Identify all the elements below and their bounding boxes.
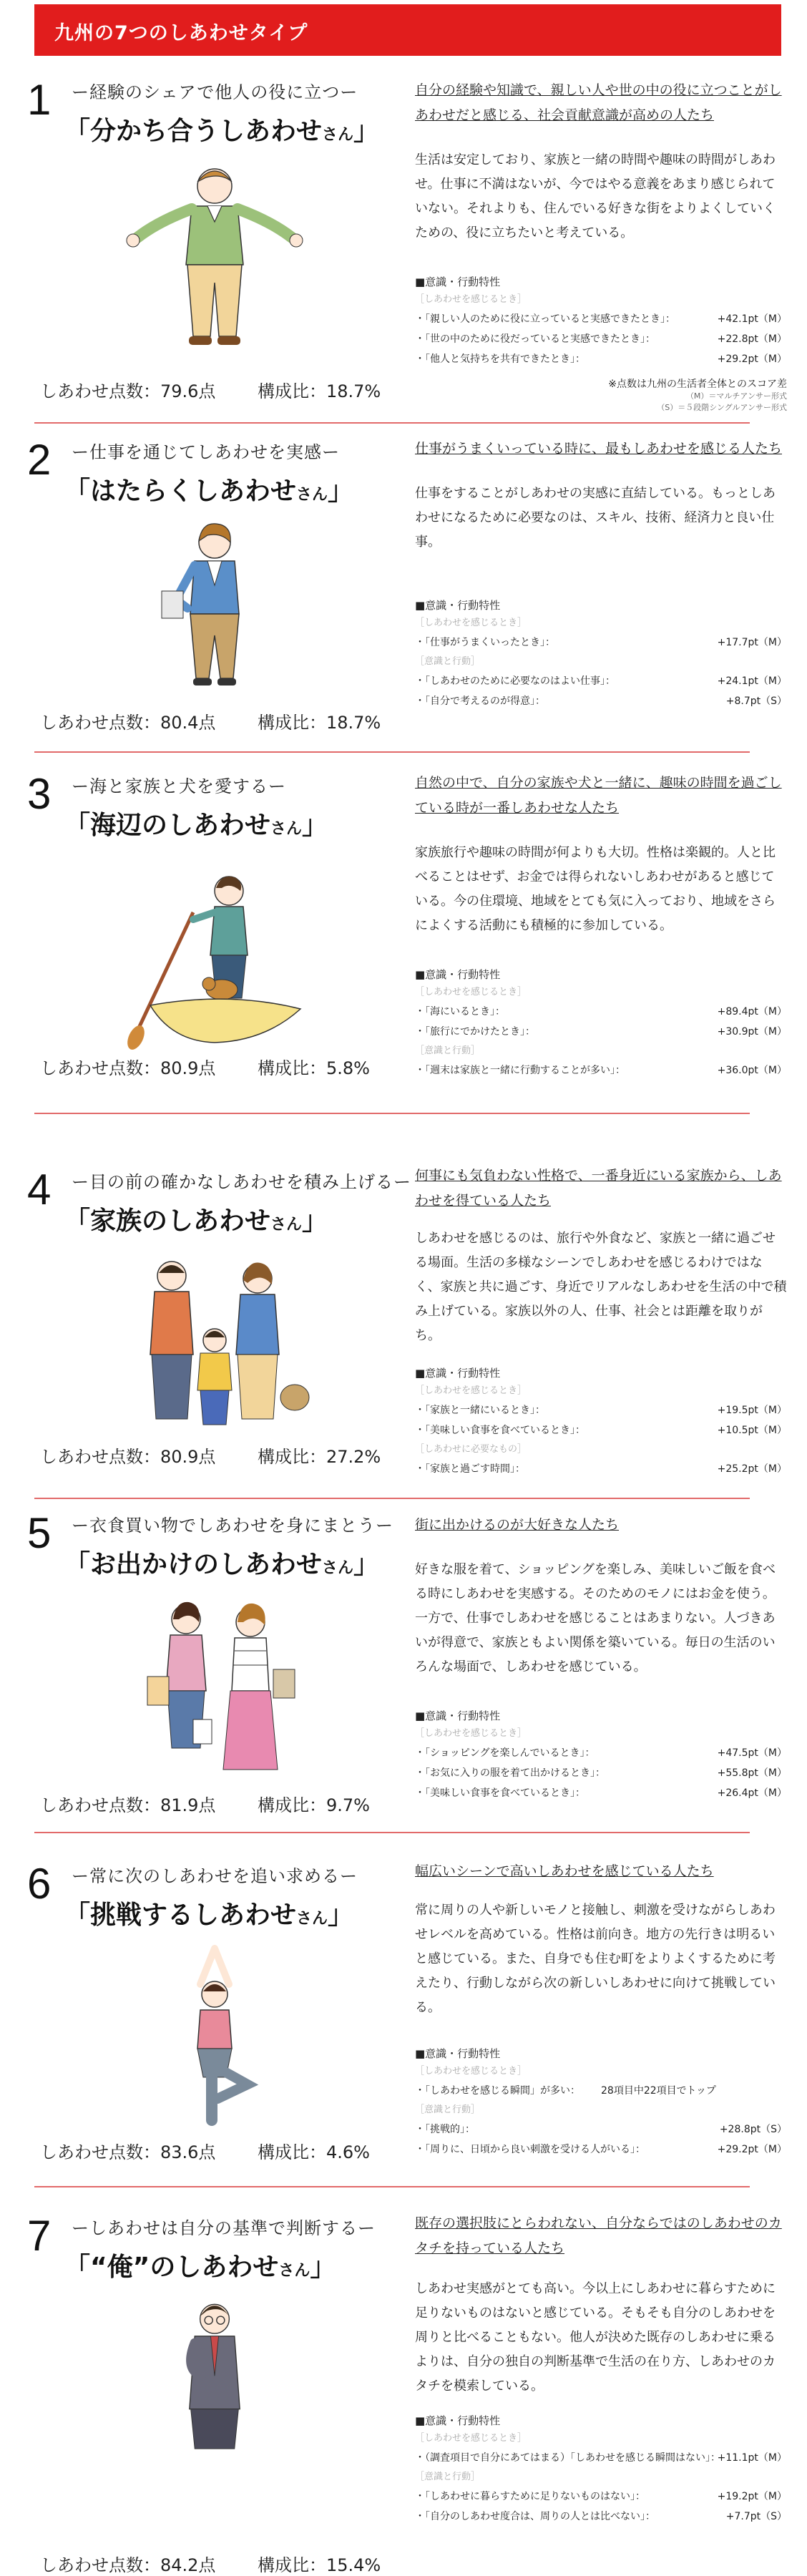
type-number: 1 xyxy=(27,76,52,124)
trait-row: ・「海にいるとき」： +89.4pt（M） xyxy=(415,1006,787,1018)
trait-row: ・「家族と一緒にいるとき」： +19.5pt（M） xyxy=(415,1405,787,1416)
page-title: 九州の7つのしあわせタイプ xyxy=(54,22,308,44)
trait-row: ・「週末は家族と一緒に行動することが多い」： +36.0pt（M） xyxy=(415,1065,787,1076)
type-details xyxy=(415,436,787,711)
trait-row: ・「しあわせを感じる瞬間」が多い： 28項目中22項目でトップ xyxy=(415,2085,716,2097)
type-section-3 xyxy=(0,762,807,1127)
type-title: 「分かち合うしあわせさん」 xyxy=(64,117,380,146)
type-tagline: ー目の前の確かなしあわせを積み上げるー xyxy=(72,1172,411,1192)
type-description: 常に周りの人や新しいモノと接触し、刺激を受けながらしあわせレベルを高めている。性格は前向き。地方の先行きは明るいと感じている。また、自身でも住む町をよりよくするために考えたり、行動しながら次の新しいしあわせに向けて挑戦している。 xyxy=(415,1903,776,2015)
type-section-1 xyxy=(0,68,807,419)
answer-format-note: （M）＝マルチアンサー形式 xyxy=(685,391,787,401)
illustration-man-with-glasses xyxy=(107,2290,322,2469)
trait-row: ・「しあわせのために必要なのはよい仕事」： +24.1pt（M） xyxy=(415,675,787,687)
illustration-shopping-friends xyxy=(107,1591,322,1784)
trait-row: ・「美味しい食事を食べているとき」： +26.4pt（M） xyxy=(415,1787,787,1799)
trait-group-label: ［しあわせを感じるとき］ xyxy=(415,294,527,305)
composition-ratio: 構成比：5.8% xyxy=(258,1058,370,1078)
type-title: 「挑戦するしあわせさん」 xyxy=(64,1901,354,1930)
type-description: 生活は安定しており、家族と一緒の時間や趣味の時間がしあわせ。仕事に不満はないが、今ではやる意義をあまり感じられていない。それよりも、住んでいる好きな街をよりよくしていくための、役に立ちたいと考えている。 xyxy=(415,152,776,240)
trait-group-label: ［しあわせを感じるとき］ xyxy=(415,618,527,628)
illustration-paddleboard-with-dog xyxy=(107,862,322,1055)
type-headline: 自分の経験や知識で、親しい人や世の中の役に立つことがしあわせだと感じる、社会貢献意識が高めの人たち xyxy=(415,82,782,123)
type-number: 4 xyxy=(27,1166,52,1214)
type-title: 「はたらくしあわせさん」 xyxy=(64,477,354,506)
type-description: しあわせを感じるのは、旅行や外食など、家族と一緒に過ごせる場面。生活の多様なシーンでしあわせを感じるわけではなく、家族と共に過ごす、身近でリアルなしあわせを生活の中で積み上げている。家族以外の人、仕事、社会とは距離を取りがち。 xyxy=(415,1231,787,1343)
type-title: 「海辺のしあわせさん」 xyxy=(64,811,328,840)
type-section-2 xyxy=(0,428,807,743)
type-title: 「家族のしあわせさん」 xyxy=(64,1206,328,1236)
type-details xyxy=(415,771,787,1080)
traits-heading: ■意識・行動特性 xyxy=(415,1367,501,1380)
type-section-6 xyxy=(0,1852,807,2188)
type-number: 7 xyxy=(27,2212,52,2260)
trait-group-label: ［しあわせを感じるとき］ xyxy=(415,2066,527,2077)
section-divider xyxy=(34,1832,750,1833)
type-details xyxy=(415,1513,787,1803)
illustration-working-woman xyxy=(107,514,322,707)
trait-group-label: ［しあわせを感じるとき］ xyxy=(415,987,527,997)
type-title: 「“俺”のしあわせさん」 xyxy=(64,2253,336,2282)
type-details xyxy=(415,2211,787,2527)
trait-row: ・「親しい人のために役に立っていると実感できたとき」： +42.1pt（M） xyxy=(415,313,787,325)
type-number: 6 xyxy=(27,1860,52,1908)
trait-row: ・「ショッピングを楽しんでいるとき」： +47.5pt（M） xyxy=(415,1747,787,1759)
type-tagline: ー海と家族と犬を愛するー xyxy=(72,776,286,796)
trait-row: ・「お気に入りの服を着て出かけるとき」： +55.8pt（M） xyxy=(415,1767,787,1779)
traits-heading: ■意識・行動特性 xyxy=(415,2047,501,2060)
trait-group-label: ［しあわせを感じるとき］ xyxy=(415,1385,527,1396)
composition-ratio: 構成比：15.4% xyxy=(258,2555,381,2575)
composition-ratio: 構成比：18.7% xyxy=(258,381,381,401)
trait-row: ・「自分で考えるのが得意」： +8.7pt（S） xyxy=(415,696,787,707)
trait-row: ・「世の中のために役だっていると実感できたとき」： +22.8pt（M） xyxy=(415,333,787,345)
type-section-7 xyxy=(0,2204,807,2575)
happiness-score: しあわせ点数：80.4点 xyxy=(40,713,216,733)
traits-heading: ■意識・行動特性 xyxy=(415,968,501,981)
section-divider xyxy=(34,2186,750,2187)
trait-group-label: ［意識と行動］ xyxy=(415,656,481,667)
type-headline: 仕事がうまくいっている時に、最もしあわせを感じる人たち xyxy=(415,441,783,457)
trait-row: ・「しあわせに暮らすために足りないものはない」： +19.2pt（M） xyxy=(415,2491,787,2502)
composition-ratio: 構成比：4.6% xyxy=(258,2142,370,2162)
type-headline: 自然の中で、自分の家族や犬と一緒に、趣味の時間を過ごしている時が一番しあわせな人たち xyxy=(415,775,782,816)
type-details xyxy=(415,78,787,414)
trait-group-label: ［意識と行動］ xyxy=(415,1045,481,1056)
happiness-score: しあわせ点数：84.2点 xyxy=(40,2555,216,2575)
trait-row: ・「美味しい食事を食べているとき」： +10.5pt（M） xyxy=(415,1425,787,1436)
trait-row: ・「自分のしあわせ度合は、周りの人とは比べない」： +7.7pt（S） xyxy=(415,2511,787,2522)
trait-group-label: ［しあわせを感じるとき］ xyxy=(415,2433,527,2444)
score-note: ※点数は九州の生活者全体とのスコア差 xyxy=(608,379,787,390)
happiness-score: しあわせ点数：79.6点 xyxy=(40,381,216,401)
type-headline: 街に出かけるのが大好きな人たち xyxy=(415,1517,620,1533)
trait-group-label: ［しあわせに必要なもの］ xyxy=(415,1444,527,1455)
trait-row: ・「旅行にでかけたとき」： +30.9pt（M） xyxy=(415,1026,787,1038)
traits-heading: ■意識・行動特性 xyxy=(415,599,501,612)
page-header xyxy=(34,4,781,56)
type-details xyxy=(415,1859,787,2160)
type-title: 「お出かけのしあわせさん」 xyxy=(64,1550,380,1579)
illustration-yoga-pose xyxy=(107,1941,322,2135)
answer-format-note: （S）＝５段階シングルアンサー形式 xyxy=(657,403,787,412)
type-description: 好きな服を着て、ショッピングを楽しみ、美味しいご飯を食べる時にしあわせを実感する。そのためのモノにはお金を使う。一方で、仕事でしあわせを感じることはあまりない。人づきあいが得意で、家族ともよい関係を築いている。毎日の生活のいろんな場面で、しあわせを感じている。 xyxy=(415,1562,776,1674)
illustration-family xyxy=(107,1247,322,1440)
composition-ratio: 構成比：9.7% xyxy=(258,1795,370,1815)
illustration-man-open-arms xyxy=(107,157,322,351)
traits-heading: ■意識・行動特性 xyxy=(415,1709,501,1722)
happiness-score: しあわせ点数：83.6点 xyxy=(40,2142,216,2162)
type-section-5 xyxy=(0,1501,807,1838)
composition-ratio: 構成比：18.7% xyxy=(258,713,381,733)
trait-row: ・「周りに、日頃から良い刺激を受ける人がいる」： +29.2pt（M） xyxy=(415,2144,787,2155)
type-tagline: ーしあわせは自分の基準で判断するー xyxy=(72,2218,376,2238)
type-details xyxy=(415,1163,787,1479)
trait-row: ・「挑戦的」： +28.8pt（S） xyxy=(415,2124,787,2135)
happiness-score: しあわせ点数：80.9点 xyxy=(40,1058,216,1078)
composition-ratio: 構成比：27.2% xyxy=(258,1447,381,1467)
type-tagline: ー経験のシェアで他人の役に立つー xyxy=(72,82,358,102)
type-tagline: ー衣食買い物でしあわせを身にまとうー xyxy=(72,1516,393,1536)
trait-group-label: ［意識と行動］ xyxy=(415,2104,481,2115)
type-section-4 xyxy=(0,1158,807,1501)
trait-row: ・「他人と気持ちを共有できたとき」： +29.2pt（M） xyxy=(415,353,787,365)
section-divider xyxy=(34,422,750,424)
type-tagline: ー常に次のしあわせを追い求めるー xyxy=(72,1866,358,1886)
type-number: 2 xyxy=(27,436,52,484)
type-description: しあわせ実感がとても高い。今以上にしあわせに暮らすために足りないものはないと感じている。そもそも自分のしあわせを周りと比べることもない。他人が決めた既存のしあわせに乗るよりは、自分の独自の判断基準で生活の在り方、しあわせのカタチを模索している。 xyxy=(415,2281,776,2394)
section-divider xyxy=(34,1113,750,1114)
happiness-score: しあわせ点数：80.9点 xyxy=(40,1447,216,1467)
section-divider xyxy=(34,751,750,753)
happiness-score: しあわせ点数：81.9点 xyxy=(40,1795,216,1815)
section-divider xyxy=(34,1498,750,1499)
trait-row: ・「家族と過ごす時間」： +25.2pt（M） xyxy=(415,1463,787,1475)
type-description: 仕事をすることがしあわせの実感に直結している。もっとしあわせになるために必要なのは、スキル、技術、経済力と良い仕事。 xyxy=(415,486,776,550)
type-description: 家族旅行や趣味の時間が何よりも大切。性格は楽観的。人と比べることはせず、お金では得られないしあわせがあると感じている。今の住環境、地域をとても気に入っており、地域をさらによくする活動にも積極的に参加している。 xyxy=(415,845,776,933)
trait-group-label: ［意識と行動］ xyxy=(415,2472,481,2482)
type-headline: 既存の選択肢にとらわれない、自分ならではのしあわせのカタチを持っている人たち xyxy=(415,2215,782,2256)
type-headline: 幅広いシーンで高いしあわせを感じている人たち xyxy=(415,1863,714,1879)
trait-row: ・（調査項目で自分にあてはまる）「しあわせを感じる瞬間はない」： +11.1pt（M） xyxy=(415,2452,787,2464)
type-headline: 何事にも気負わない性格で、一番身近にいる家族から、しあわせを得ている人たち xyxy=(415,1168,782,1209)
traits-heading: ■意識・行動特性 xyxy=(415,275,501,288)
trait-row: ・「仕事がうまくいったとき」： +17.7pt（M） xyxy=(415,637,787,648)
traits-heading: ■意識・行動特性 xyxy=(415,2414,501,2427)
type-number: 3 xyxy=(27,770,52,818)
type-number: 5 xyxy=(27,1509,52,1557)
type-tagline: ー仕事を通じてしあわせを実感ー xyxy=(72,442,340,462)
trait-group-label: ［しあわせを感じるとき］ xyxy=(415,1728,527,1739)
